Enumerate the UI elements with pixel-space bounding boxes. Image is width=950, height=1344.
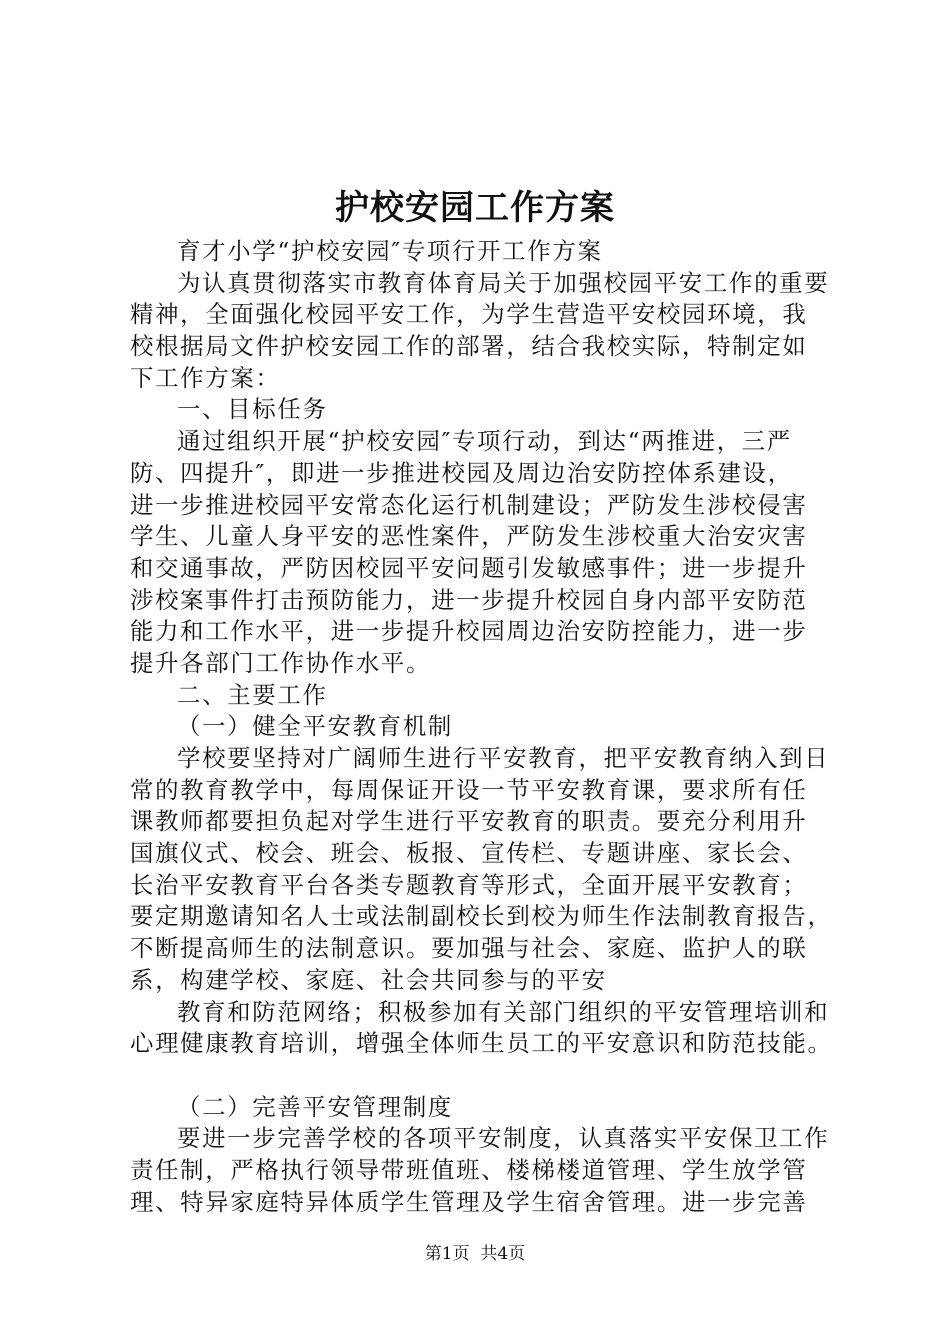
paragraph-line: 课教师都要担负起对学生进行平安教育的职责。要充分利用升 [130,807,808,836]
page-footer: 第1页 共4页 [424,1244,526,1264]
paragraph-line: 涉校案事件打击预防能力，进一步提升校园自身内部平安防范 [130,585,808,614]
paragraph-line: 进一步推进校园平安常态化运行机制建设；严防发生涉校侵害 [130,490,808,519]
paragraph-line: 不断提高师生的法制意识。要加强与社会、家庭、监护人的联 [130,934,808,963]
paragraph-line: 责任制，严格执行领导带班值班、楼梯楼道管理、学生放学管 [130,1155,808,1184]
paragraph-line: 校根据局文件护校安园工作的部署，结合我校实际，特制定如 [130,332,808,361]
paragraph-line: 下工作方案： [130,363,281,392]
paragraph-line: 二、主要工作 [177,680,328,709]
paragraph-line: 教育和防范网络；积极参加有关部门组织的平安管理培训和 [177,997,830,1026]
paragraph-line: 通过组织开展“护校安园″专项行动，到达“两推进，三严 [177,427,792,456]
paragraph-line: 为认真贯彻落实市教育体育局关于加强校园平安工作的重要 [177,268,830,297]
paragraph-line: 系，构建学校、家庭、社会共同参与的平安 [130,965,607,994]
paragraph-line: 学校要坚持对广阔师生进行平安教育，把平安教育纳入到日 [177,744,830,772]
paragraph-line: 常的教育教学中，每周保证开设一节平安教育课，要求所有任 [130,775,808,804]
blank-line [130,1060,840,1092]
paragraph-line: 提升各部门工作协作水平。 [130,648,432,677]
paragraph-line: 要定期邀请知名人士或法制副校长到校为师生作法制教育报告， [130,902,833,931]
paragraph-line: 一、目标任务 [177,395,328,424]
paragraph-line: （二）完善平安管理制度 [177,1092,453,1121]
paragraph-line: 育才小学“护校安园″专项行开工作方案 [177,237,603,265]
paragraph-line: 和交通事故，严防因校园平安问题引发敏感事件；进一步提升 [130,553,808,582]
paragraph-line: 理、特异家庭特异体质学生管理及学生宿舍管理。进一步完善 [130,1187,808,1216]
document-title: 护校安园工作方案 [335,188,615,228]
paragraph-line: 长治平安教育平台各类专题教育等形式，全面开展平安教育； [130,870,808,899]
paragraph-line: 要进一步完善学校的各项平安制度，认真落实平安保卫工作 [177,1124,830,1153]
paragraph-line: （一）健全平安教育机制 [177,712,453,741]
paragraph-line: 精神，全面强化校园平安工作，为学生营造平安校园环境，我 [130,300,808,329]
paragraph-line: 学生、儿童人身平安的恶性案件，严防发生涉校重大治安灾害 [130,522,808,551]
document-body [130,236,840,1218]
paragraph-line: 能力和工作水平，进一步提升校园周边治安防控能力，进一步 [130,617,808,646]
paragraph-line: 防、四提升″，即进一步推进校园及周边治安防控体系建设， [130,458,793,487]
paragraph-line: 心理健康教育培训，增强全体师生员工的平安意识和防范技能。 [130,1029,833,1058]
paragraph-line: 国旗仪式、校会、班会、板报、宣传栏、专题讲座、家长会、 [130,839,808,868]
